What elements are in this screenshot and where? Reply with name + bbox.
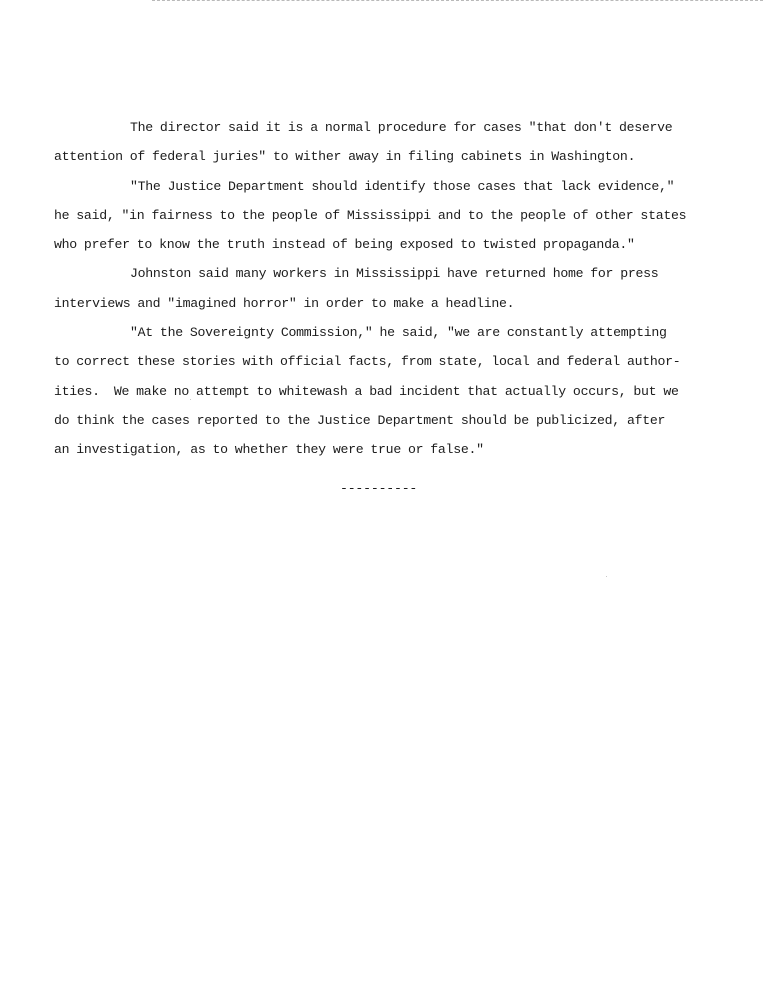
end-of-story-mark: ---------- [340, 481, 418, 496]
text-line: who prefer to know the truth instead of being exposed to twisted propaganda." [54, 237, 635, 253]
paragraph-sovereignty-commission [54, 318, 744, 464]
page-top-edge [152, 0, 763, 1]
text-line: "The Justice Department should identify those cases that lack evidence," [130, 178, 675, 194]
document-body [54, 113, 744, 465]
text-line: an investigation, as to whether they were true or false." [54, 442, 484, 458]
text-line: he said, "in fairness to the people of Mississippi and to the people of other states [54, 207, 687, 223]
text-line: "At the Sovereignty Commission," he said, "we are constantly attempting [130, 325, 667, 341]
text-line: ities. We make no attempt to whitewash a bad incident that actually occurs, but we [54, 383, 679, 399]
text-line: attention of federal juries" to wither away in filing cabinets in Washington. [54, 149, 636, 165]
text-line: to correct these stories with official facts, from state, local and federal author- [54, 354, 681, 370]
text-line: The director said it is a normal procedure for cases "that don't deserve [130, 120, 673, 135]
paper-speck [190, 399, 191, 400]
text-line: interviews and "imagined horror" in order to make a headline. [54, 295, 515, 311]
paragraph-johnston-workers [54, 259, 744, 318]
text-line: do think the cases reported to the Justice Department should be publicized, after [54, 412, 666, 428]
paper-speck [606, 576, 607, 577]
paragraph-director-procedure [54, 113, 744, 172]
paragraph-justice-department [54, 172, 744, 260]
text-line: Johnston said many workers in Mississippi have returned home for press [130, 266, 659, 282]
